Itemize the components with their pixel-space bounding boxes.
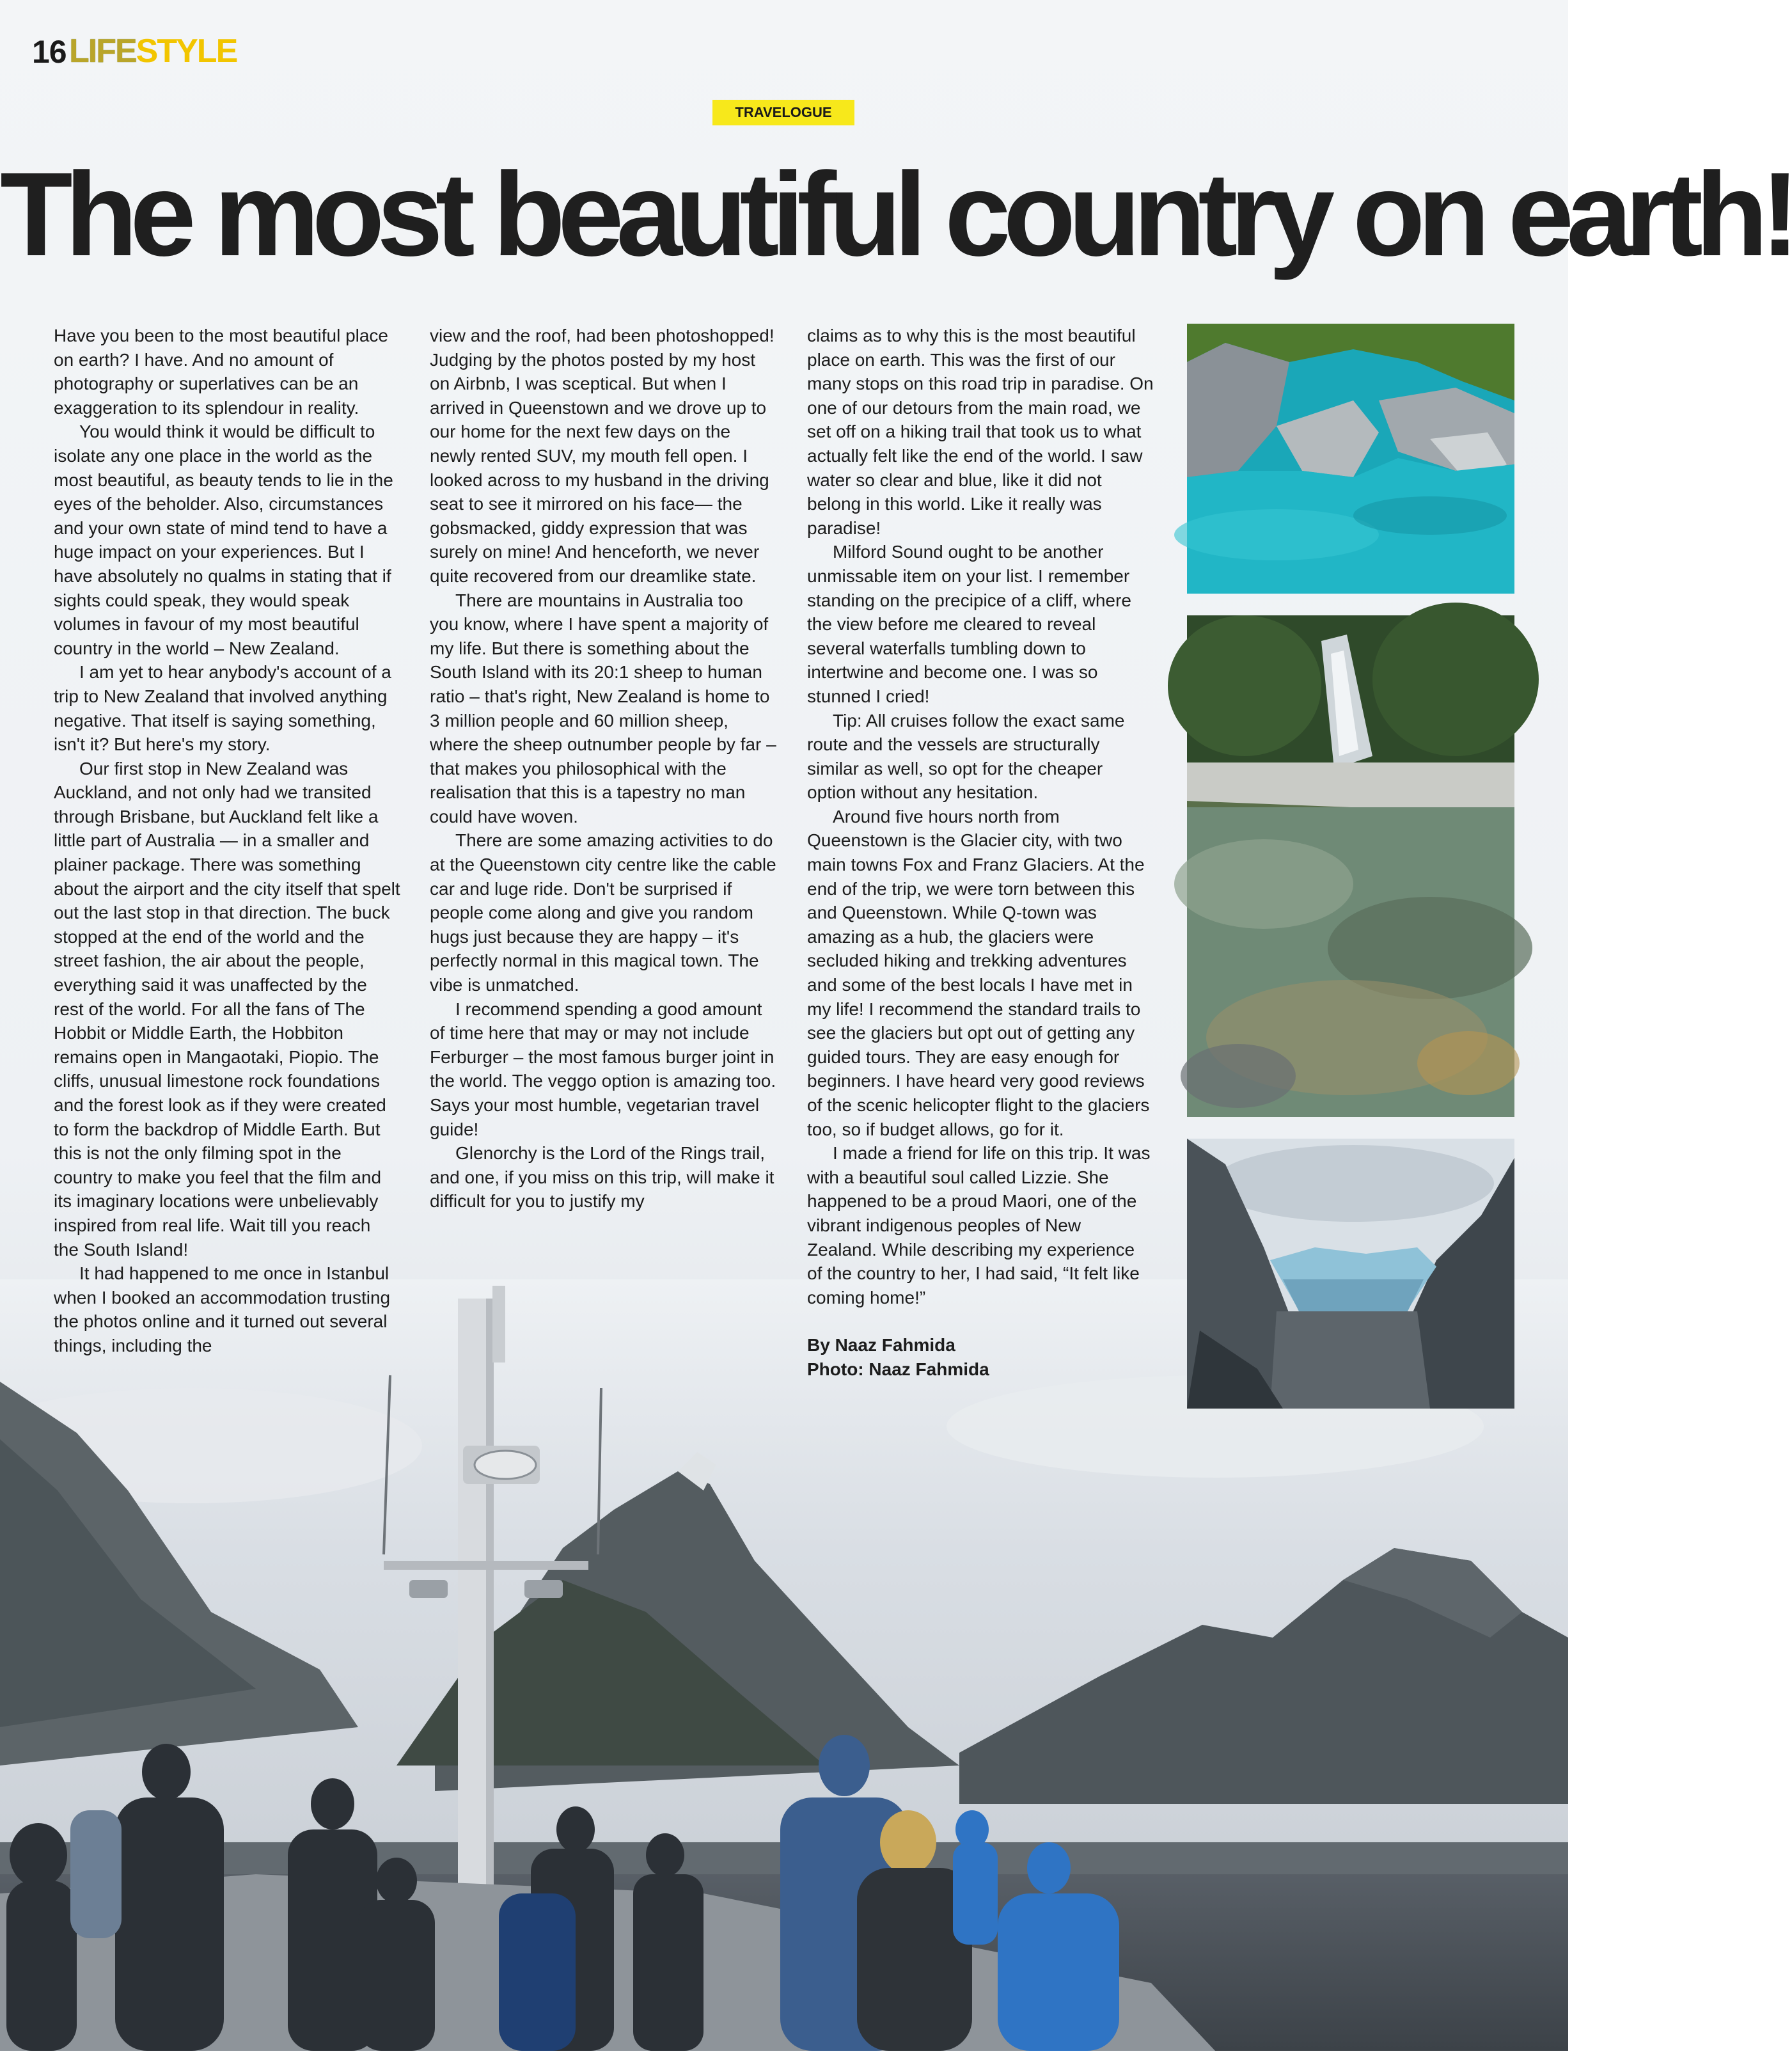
article-column-2 [430,324,776,1213]
paragraph: claims as to why this is the most beautiful place on earth. This was the first of our many stops on this road trip in paradise. On one of our detours from the main road, we set off on a hiking trail that took us to what actually felt like the end of the world. I saw water so clear and blue, like it did not belong in this world. Like it really was paradise! [807,326,1154,538]
page-number: 16 [32,34,67,70]
river-gorge-photo [1187,324,1514,594]
paragraph: Milford Sound ought to be another unmissable item on your list. I remember standing on the precipice of a cliff, where the view before me cleared to reveal several waterfalls tumbling down to intertwine and become one. I was so stunned I cried! [807,542,1131,706]
article-column-3 [807,324,1154,1382]
paragraph: view and the roof, had been photoshopped! Judging by the photos posted by my host on Airbnb, I was sceptical. But when I arrived in Queenstown and we drove up to our home for the next few days on the newly rented SUV, my mouth fell open. I looked across to my husband in the driving seat to see it mirrored on his face— the gobsmacked, giddy expression that was surely on mine! And henceforth, we never quite recovered from our dreamlike state. [430,326,774,586]
byline [807,1333,1154,1381]
paragraph: There are some amazing activities to do at the Queenstown city centre like the cable car and luge ride. Don't be surprised if people come along and give you random hugs just because they are happy – it's perfectly normal in this magical town. The vibe is unmatched. [430,830,776,995]
paragraph: Around five hours north from Queenstown is the Glacier city, with two main towns Fox and Franz Glaciers. At the end of the trip, we were torn between this and Queenstown. While Q-town was amazing as a hub, the glaciers were secluded hiking and trekking adventures and some of the best locals I have met in my life! I recommend the standard trails to see the glaciers but opt out of getting any guided tours. They are easy enough for beginners. I have heard very good reviews of the scenic helicopter flight to the glaciers too, so if budget allows, go for it. [807,806,1150,1139]
paragraph: Have you been to the most beautiful place on earth? I have. And no amount of photography or superlatives can be an exaggeration to its splendour in reality. [54,326,389,418]
photo-credit: Photo: Naaz Fahmida [807,1359,989,1379]
paragraph: Our first stop in New Zealand was Auckland, and not only had we transited through Brisbane, but Auckland felt like a little part of Australia — in a smaller and plainer package. There was something about the airport and the city itself that spelt out the last stop in that direction. The buck stopped at the end of the world and the street fashion, the air about the people, everything said it was unaffected by the rest of the world. For all the fans of The Hobbit or Middle Earth, the Hobbiton remains open in Mangaotaki, Piopio. The cliffs, unusual limestone rock foundations and the forest look as if they were created to form the backdrop of Middle Earth. But this is not the only filming spot in the country to make you feel that the film and its imaginary locations were unbelievably inspired from real life. Wait till you reach the South Island! [54,758,400,1260]
article-headline: The most beautiful country on earth! [0,148,1792,281]
waterfall-river-photo [1187,615,1514,1117]
glacier-valley-photo [1187,1139,1514,1409]
paragraph: Tip: All cruises follow the exact same route and the vessels are structurally similar as well, so opt for the cheaper option without any hesitation. [807,710,1125,803]
section-name [69,32,237,70]
category-tag: TRAVELOGUE [712,100,854,125]
paragraph: You would think it would be difficult to isolate any one place in the world as the most beautiful, as beauty tends to lie in the eyes of the beholder. Also, circumstances and your own state of mind tend to have a huge impact on your experiences. But I have absolutely no qualms in stating that if sights could speak, they would speak volumes in favour of my most beautiful country in the world – New Zealand. [54,422,393,658]
section-name-style: STYLE [136,33,237,70]
paragraph: I made a friend for life on this trip. It was with a beautiful soul called Lizzie. She happened to be a proud Maori, one of the vibrant indigenous peoples of New Zealand. While describing my experience of the country to her, I had said, “It felt like coming home!” [807,1143,1151,1307]
paragraph: I recommend spending a good amount of time here that may or may not include Ferburger – the most famous burger joint in the world. The veggo option is amazing too. Says your most humble, vegetarian travel guide! [430,999,776,1139]
section-name-life: LIFE [69,33,136,70]
author-credit: By Naaz Fahmida [807,1335,955,1355]
article-column-1 [54,324,400,1358]
paragraph: I am yet to hear anybody's account of a trip to New Zealand that involved anything negative. That itself is saying something, isn't it? But here's my story. [54,662,391,755]
paragraph: It had happened to me once in Istanbul when I booked an accommodation trusting the photos online and it turned out several things, including the [54,1263,391,1355]
paragraph: Glenorchy is the Lord of the Rings trail, and one, if you miss on this trip, will make it difficult for you to justify my [430,1143,774,1212]
paragraph: There are mountains in Australia too you know, where I have spent a majority of my life. But there is something about the South Island with its 20:1 sheep to human ratio – that's right, New Zealand is home to 3 million people and 60 million sheep, where the sheep outnumber people by far – that makes you philosophical with the realisation that this is a tapestry no man could have woven. [430,590,776,826]
